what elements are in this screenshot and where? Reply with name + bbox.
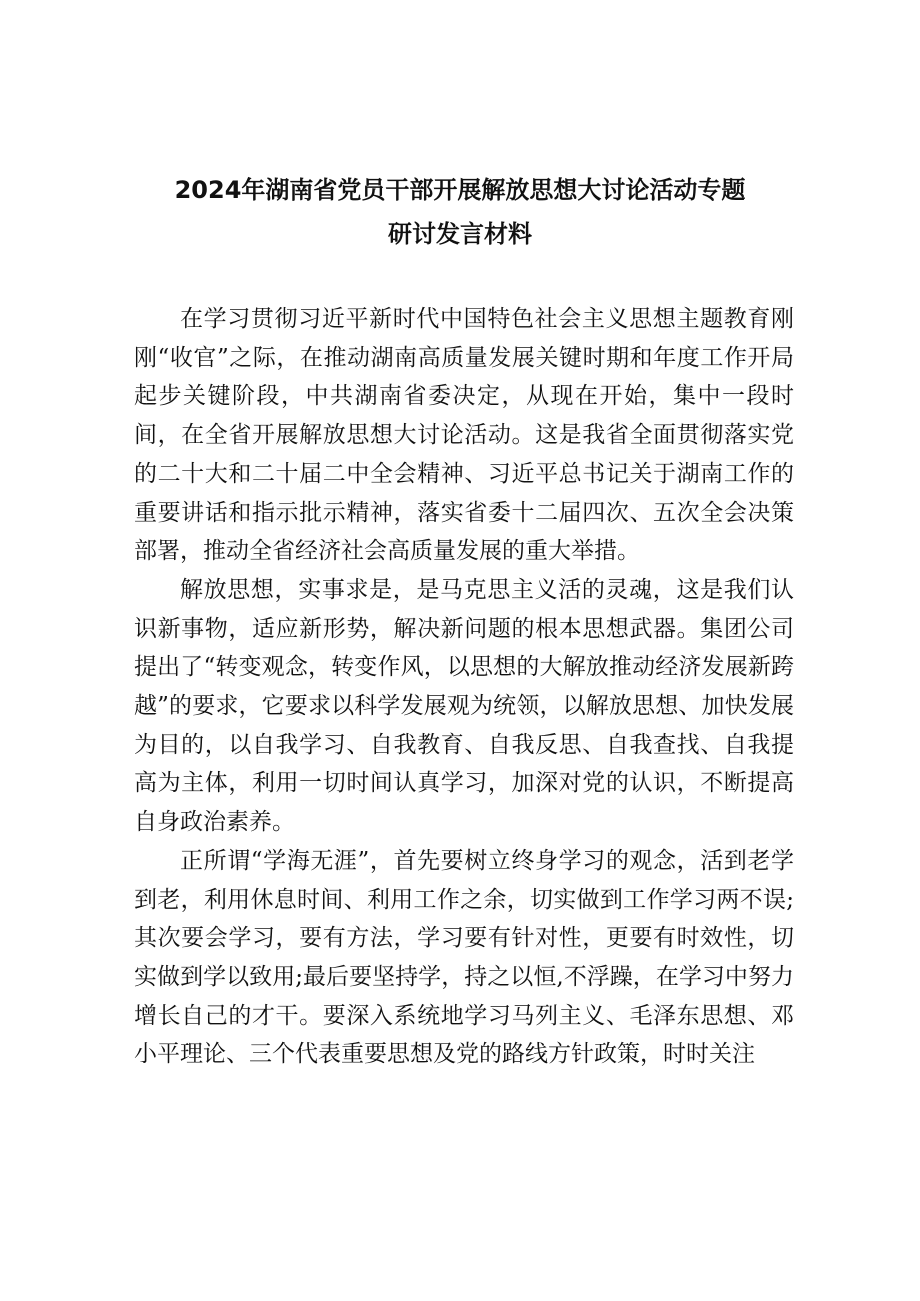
document-title-line-2: 研讨发言材料 [388, 220, 532, 248]
document-body [134, 300, 794, 1074]
body-paragraph-2: 解放思想，实事求是，是马克思主义活的灵魂，这是我们认识新事物，适应新形势，解决新问题的根本思想武器。集团公司提出了“转变观念，转变作风，以思想的大解放推动经济发展新跨越”的要求，它要求以科学发展观为统领，以解放思想、加快发展为目的，以自我学习、自我教育、自我反思、自我查找、自我提高为主体，利用一切时间认真学习，加深对党的认识，不断提高自身政治素养。 [134, 576, 794, 836]
document-title-line-1: 2024年湖南省党员干部开展解放思想大讨论活动专题 [174, 176, 746, 204]
document-title [0, 168, 920, 256]
body-paragraph-3: 正所谓“学海无涯”，首先要树立终身学习的观念，活到老学到老，利用休息时间、利用工作之余，切实做到工作学习两不误;其次要会学习，要有方法，学习要有针对性，更要有时效性，切实做到学以致用;最后要坚持学，持之以恒,不浮躁，在学习中努力增长自己的才干。要深入系统地学习马列主义、毛泽东思想、邓小平理论、三个代表重要思想及党的路线方针政策，时时关注 [134, 847, 794, 1068]
body-paragraph-1: 在学习贯彻习近平新时代中国特色社会主义思想主题教育刚刚“收官”之际，在推动湖南高质量发展关键时期和年度工作开局起步关键阶段，中共湖南省委决定，从现在开始，集中一段时间，在全省开展解放思想大讨论活动。这是我省全面贯彻落实党的二十大和二十届二中全会精神、习近平总书记关于湖南工作的重要讲话和指示批示精神，落实省委十二届四次、五次全会决策部署，推动全省经济社会高质量发展的重大举措。 [134, 306, 794, 565]
